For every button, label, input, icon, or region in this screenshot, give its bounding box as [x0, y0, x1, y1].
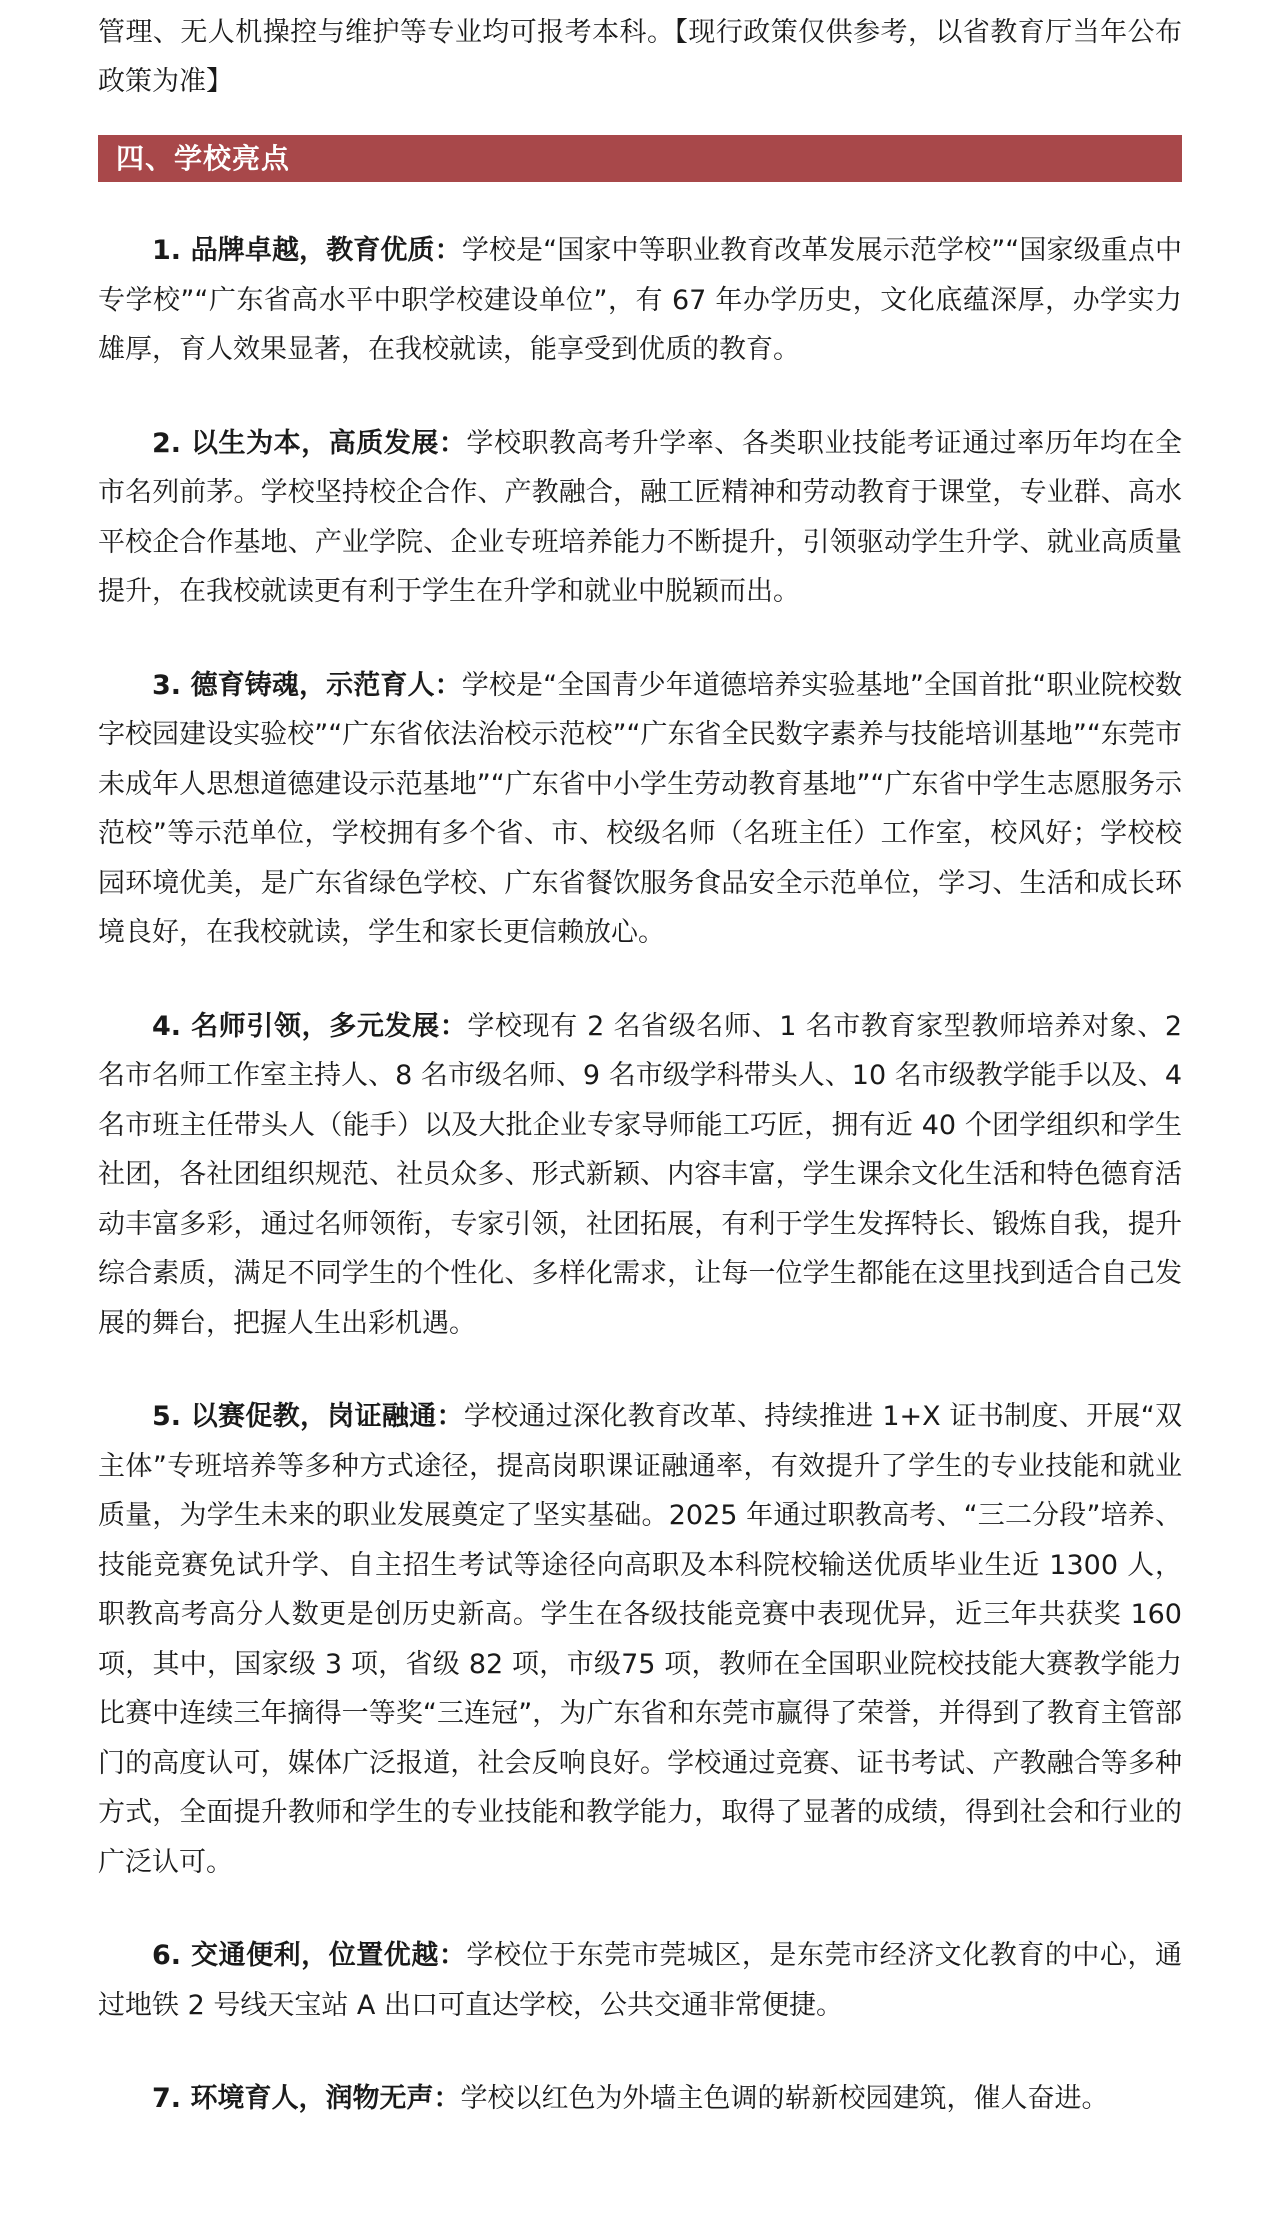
- highlight-heading-6: 6. 交通便利，位置优越：: [152, 1940, 467, 1971]
- highlight-item-5: [98, 1392, 1182, 1887]
- highlight-item-3: [98, 661, 1182, 958]
- section-heading-bar: [98, 135, 1182, 182]
- highlight-heading-2: 2. 以生为本，高质发展：: [152, 427, 467, 459]
- highlight-item-2: [98, 419, 1182, 617]
- highlight-body-5: 学校通过深化教育改革、持续推进 1+X 证书制度、开展“双主体”专班培养等多种方式途径，提高岗职课证融通率，有效提升了学生的专业技能和就业质量，为学生未来的职业发展奠定了坚实基础。2025 年通过职教高考、“三二分段”培养、技能竞赛免试升学、自主招生考试等途径向高职及本科院校输送优质毕业生近 1300 人，职教高考高分人数更是创历史新高。学生在各级技能竞赛中表现优异，近三年共获奖 160 项，其中，国家级 3 项，省级 82 项，市级75 项，教师在全国职业院校技能大赛教学能力比赛中连续三年摘得一等奖“三连冠”，为广东省和东莞市赢得了荣誉，并得到了教育主管部门的高度认可，媒体广泛报道，社会反响良好。学校通过竞赛、证书考试、产教融合等多种方式，全面提升教师和学生的专业技能和教学能力，取得了显著的成绩，得到社会和行业的广泛认可。: [98, 1401, 1182, 1878]
- highlight-heading-7: 7. 环境育人，润物无声：: [152, 2083, 461, 2114]
- highlight-body-1: 学校是“国家中等职业教育改革发展示范学校”“国家级重点中专学校”“广东省高水平中职学校建设单位”，有 67 年办学历史，文化底蕴深厚，办学实力雄厚，育人效果显著，在我校就读，能享受到优质的教育。: [98, 235, 1182, 365]
- highlight-heading-4: 4. 名师引领，多元发展：: [152, 1010, 468, 1042]
- highlight-item-7: [98, 2074, 1182, 2124]
- highlight-heading-3: 3. 德育铸魂，示范育人：: [152, 669, 462, 701]
- highlight-body-6: 学校位于东莞市莞城区，是东莞市经济文化教育的中心，通过地铁 2 号线天宝站 A 出口可直达学校，公共交通非常便捷。: [98, 1940, 1182, 2021]
- highlight-item-6: [98, 1931, 1182, 2030]
- highlight-item-1: [98, 226, 1182, 375]
- highlight-heading-5: 5. 以赛促教，岗证融通：: [152, 1401, 464, 1432]
- highlight-body-3: 学校是“全国青少年道德培养实验基地”全国首批“职业院校数字校园建设实验校”“广东省依法治校示范校”“广东省全民数字素养与技能培训基地”“东莞市未成年人思想道德建设示范基地”“广东省中小学生劳动教育基地”“广东省中学生志愿服务示范校”等示范单位，学校拥有多个省、市、校级名师（名班主任）工作室，校风好；学校校园环境优美，是广东省绿色学校、广东省餐饮服务食品安全示范单位，学习、生活和成长环境良好，在我校就读，学生和家长更信赖放心。: [98, 669, 1182, 948]
- highlight-body-4: 学校现有 2 名省级名师、1 名市教育家型教师培养对象、2 名市名师工作室主持人、8 名市级名师、9 名市级学科带头人、10 名市级教学能手以及、4 名市班主任带头人（能手）以及大批企业专家导师能工巧匠，拥有近 40 个团学组织和学生社团，各社团组织规范、社员众多、形式新颖、内容丰富，学生课余文化生活和特色德育活动丰富多彩，通过名师领衔，专家引领，社团拓展，有利于学生发挥特长、锻炼自我，提升综合素质，满足不同学生的个性化、多样化需求，让每一位学生都能在这里找到适合自己发展的舞台，把握人生出彩机遇。: [98, 1010, 1183, 1339]
- highlight-body-2: 学校职教高考升学率、各类职业技能考证通过率历年均在全市名列前茅。学校坚持校企合作、产教融合，融工匠精神和劳动教育于课堂，专业群、高水平校企合作基地、产业学院、企业专班培养能力不断提升，引领驱动学生升学、就业高质量提升，在我校就读更有利于学生在升学和就业中脱颖而出。: [98, 427, 1182, 607]
- document-page: [98, 0, 1182, 2124]
- highlight-body-7: 学校以红色为外墙主色调的崭新校园建筑，催人奋进。: [460, 2083, 1109, 2114]
- highlight-item-4: [98, 1002, 1182, 1349]
- section-title: 四、学校亮点: [116, 142, 291, 175]
- intro-paragraph: 管理、无人机操控与维护等专业均可报考本科。【现行政策仅供参考，以省教育厅当年公布政策为准】: [98, 17, 1182, 97]
- highlight-heading-1: 1. 品牌卓越，教育优质：: [152, 235, 462, 266]
